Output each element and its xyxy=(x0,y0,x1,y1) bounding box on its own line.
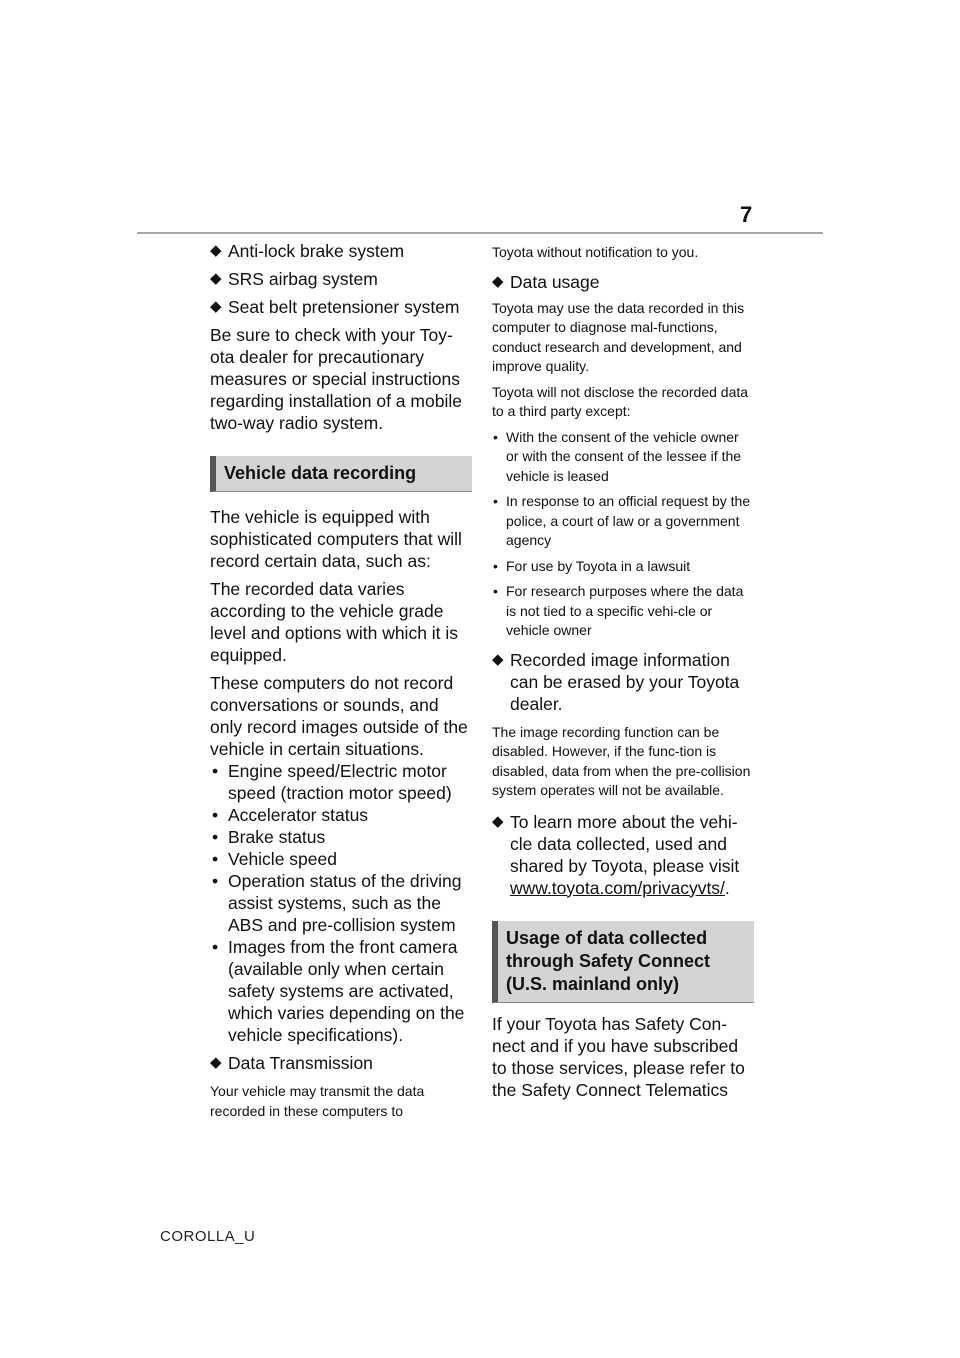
continued-text: Toyota without notification to you. xyxy=(492,244,699,260)
list-item: • In response to an official request by the police, a court of law or a government agency xyxy=(493,493,751,548)
paragraph: The vehicle is equipped with sophisticated computers that will record certain data, such as: xyxy=(210,507,462,571)
bullet-item: ◆ SRS airbag system xyxy=(210,269,378,289)
radio-paragraph: Be sure to check with your Toy-ota dealer for precautionary measures or special instructions regarding installation of a mobile two-way radio system. xyxy=(210,325,462,433)
diamond-bullet-icon: ◆ xyxy=(492,272,504,290)
diamond-bullet-icon: ◆ xyxy=(492,812,504,830)
section-heading-safety-connect: Usage of data collected through Safety Connect (U.S. mainland only) xyxy=(492,921,754,1003)
bullet-heading-transmission: ◆ Data Transmission xyxy=(210,1053,373,1073)
bullet-item: ◆ Seat belt pretensioner system xyxy=(210,297,460,317)
diamond-bullet-icon: ◆ xyxy=(210,1054,222,1071)
list-item: • Brake status xyxy=(212,827,326,847)
usage-paragraph: Toyota will not disclose the recorded data to a third party except: xyxy=(492,383,749,419)
usage-paragraph: Toyota may use the data recorded in this computer to diagnose mal-functions, conduct research and development, and improve quality. xyxy=(492,299,745,374)
bullet-item: ◆ Anti-lock brake system xyxy=(210,241,405,261)
diamond-bullet-icon: ◆ xyxy=(210,242,222,259)
right-column xyxy=(492,240,754,1101)
privacy-link[interactable]: www.toyota.com/privacyvts/ xyxy=(510,877,725,898)
diamond-bullet-icon: ◆ xyxy=(210,298,222,315)
list-item: • With the consent of the vehicle owner or with the consent of the lessee if the vehicle is leased xyxy=(493,428,742,484)
list-item: • Vehicle speed xyxy=(212,849,337,869)
bullet-heading-data-usage: ◆ Data usage xyxy=(492,271,600,292)
bullet-heading-learn-more: ◆ To learn more about the vehi-cle data collected, used and shared by Toyota, please visit www.toyota.com/privacyvts/. xyxy=(492,811,740,898)
list-item: • For research purposes where the data is not tied to a specific vehi-cle or vehicle owner xyxy=(493,583,744,638)
footer-model-code: COROLLA_U xyxy=(160,1228,256,1245)
left-column xyxy=(210,240,472,1121)
list-item: • Accelerator status xyxy=(212,805,369,825)
list-item: • Operation status of the driving assist systems, such as the ABS and pre-collision system xyxy=(212,871,462,935)
list-item: • For use by Toyota in a lawsuit xyxy=(493,557,691,574)
recorded-data-list xyxy=(210,760,472,1046)
header-rule xyxy=(137,232,823,234)
diamond-bullet-icon: ◆ xyxy=(492,650,504,668)
section-heading-vehicle-data: Vehicle data recording xyxy=(210,456,472,492)
page-number: 7 xyxy=(740,202,753,227)
diamond-bullet-icon: ◆ xyxy=(210,270,222,287)
paragraph: The recorded data varies according to the vehicle grade level and options with which it is equipped. xyxy=(210,579,459,665)
safety-connect-paragraph: If your Toyota has Safety Con-nect and if you have subscribed to those services, please refer to the Safety Connect Telematics xyxy=(492,1013,745,1100)
image-recording-text: The image recording function can be disabled. However, if the func-tion is disabled, data from when the pre-collision system operates will not be available. xyxy=(492,723,751,798)
bullet-heading-image-info: ◆ Recorded image information can be erased by your Toyota dealer. xyxy=(492,649,740,714)
transmission-text: Your vehicle may transmit the data recorded in these computers to xyxy=(210,1083,425,1119)
paragraph: These computers do not record conversations or sounds, and only record images outside of the vehicle in certain situations. xyxy=(210,673,468,759)
exceptions-list xyxy=(492,428,754,641)
list-item: • Images from the front camera (available only when certain safety systems are activated, which varies depending on the vehicle specifications). xyxy=(212,937,465,1045)
list-item: • Engine speed/Electric motor speed (traction motor speed) xyxy=(212,761,452,803)
